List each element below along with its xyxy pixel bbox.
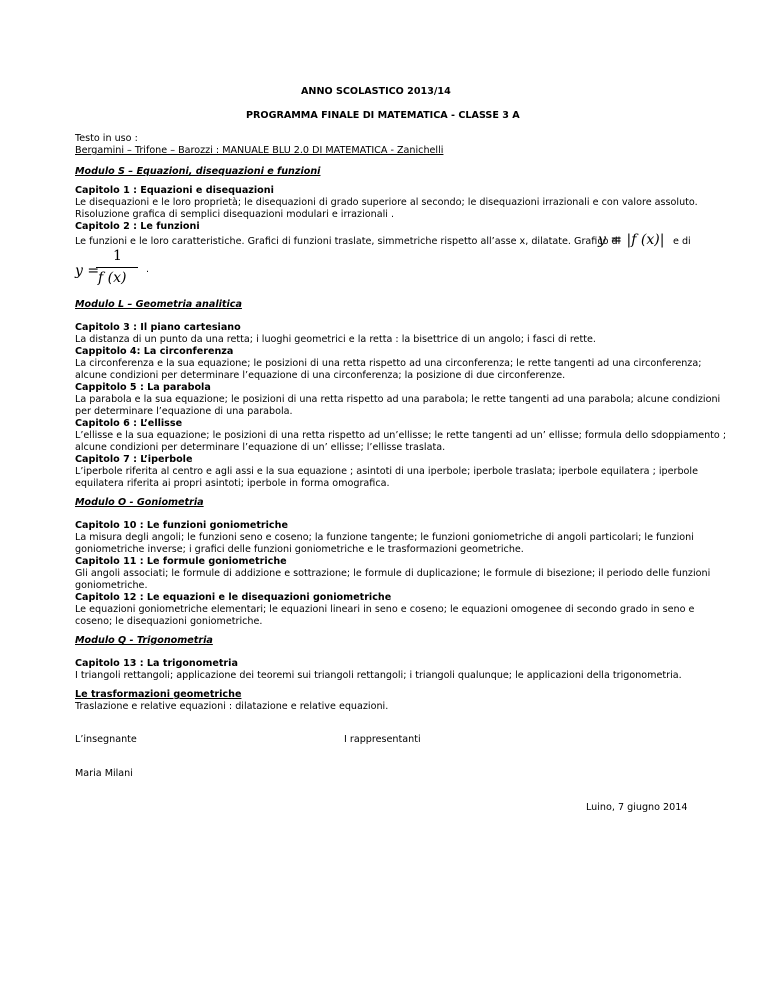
chapter-6-title: Capitolo 6 : L’ellisse [75, 418, 183, 429]
school-year-heading: ANNO SCOLASTICO 2013/14 [301, 86, 451, 97]
module-s-title: Modulo S – Equazioni, disequazioni e funzioni [75, 166, 321, 177]
module-o-title: Modulo O - Goniometria [75, 497, 204, 508]
teacher-label: L’insegnante [75, 734, 137, 745]
chapter-11-text-1: Gli angoli associati; le formule di addizione e sottrazione; le formule di duplicazione; le formule di bisezione; il periodo delle funzioni [75, 568, 711, 579]
chapter-5-title: Cappitolo 5 : La parabola [75, 382, 211, 393]
transformations-title: Le trasformazioni geometriche [75, 689, 242, 700]
chapter-13-text-1: I triangoli rettangoli; applicazione dei teoremi sui triangoli rettangoli; i triangoli qualunque; le applicazioni della trigonometria. [75, 670, 682, 681]
chapter-2-title: Capitolo 2 : Le funzioni [75, 221, 200, 232]
chapter-10-title: Capitolo 10 : Le funzioni goniometriche [75, 520, 288, 531]
chapter-7-text-2: equilatera riferita ai propri asintoti; iperbole in forma omografica. [75, 478, 390, 489]
chapter-1-text-2: Risoluzione grafica di semplici disequazioni modulari e irrazionali . [75, 209, 395, 220]
chapter-7-title: Capitolo 7 : L’iperbole [75, 454, 193, 465]
chapter-12-title: Capitolo 12 : Le equazioni e le disequazioni goniometriche [75, 592, 392, 603]
chapter-5-text-2: per determinare l’equazione di una parabola. [75, 406, 293, 417]
chapter-12-text-1: Le equazioni goniometriche elementari; le equazioni lineari in seno e coseno; le equazioni omogenee di secondo grado in seno e [75, 604, 695, 615]
program-heading: PROGRAMMA FINALE DI MATEMATICA - CLASSE 3 A [246, 110, 520, 121]
chapter-4-text-2: alcune condizioni per determinare l’equazione di una circonferenza; la posizione di due circonferenze. [75, 370, 566, 381]
textbook-label: Testo in uso : [75, 133, 138, 144]
chapter-4-text-1: La circonferenza e la sua equazione; le posizioni di una retta rispetto ad una circonferenza; le rette tangenti ad una circonferenza; [75, 358, 702, 369]
chapter-11-text-2: goniometriche. [75, 580, 148, 591]
chapter-3-title: Capitolo 3 : Il piano cartesiano [75, 322, 241, 333]
chapter-2-text-1: Le funzioni e le loro caratteristiche. Grafici di funzioni traslate, simmetriche rispetto all’asse x, dilatate. Grafico di [75, 236, 621, 247]
chapter-7-text-1: L’iperbole riferita al centro e agli assi e la sua equazione ; asintoti di una iperbole; iperbole traslata; iperbole equilatera ; iperbole [75, 466, 698, 477]
chapter-10-text-2: goniometriche inverse; i grafici delle funzioni goniometriche e le trasformazioni geometriche. [75, 544, 524, 555]
chapter-10-text-1: La misura degli angoli; le funzioni seno e coseno; la funzione tangente; le funzioni goniometriche di angoli particolari; le funzioni [75, 532, 694, 543]
formula-reciprocal-lhs: y = [75, 263, 100, 279]
chapter-1-text-1: Le disequazioni e le loro proprietà; le disequazioni di grado superiore al secondo; le disequazioni irrazionali e con valore assoluto. [75, 197, 698, 208]
module-q-title: Modulo Q - Trigonometria [75, 635, 213, 646]
teacher-name: Maria Milani [75, 768, 133, 779]
chapter-1-title: Capitolo 1 : Equazioni e disequazioni [75, 185, 274, 196]
chapter-6-text-1: L’ellisse e la sua equazione; le posizioni di una retta rispetto ad un’ellisse; le rette tangenti ad un’ ellisse; formula dello sdoppiamento ; [75, 430, 727, 441]
formula-period: . [146, 264, 150, 275]
module-l-title: Modulo L – Geometria analitica [75, 299, 242, 310]
formula-abs-f: y = |f (x)| [598, 232, 665, 248]
textbook-value: Bergamini – Trifone – Barozzi : MANUALE BLU 2.0 DI MATEMATICA - Zanichelli [75, 145, 444, 156]
place-date: Luino, 7 giugno 2014 [586, 802, 688, 813]
chapter-5-text-1: La parabola e la sua equazione; le posizioni di una retta rispetto ad una parabola; le rette tangenti ad una parabola; alcune condizioni [75, 394, 721, 405]
chapter-4-title: Cappitolo 4: La circonferenza [75, 346, 234, 357]
formula-reciprocal-den: f (x) [98, 270, 127, 286]
representatives-label: I rappresentanti [344, 734, 421, 745]
formula-reciprocal-num: 1 [113, 248, 122, 264]
chapter-6-text-2: alcune condizioni per determinare l’equazione di un’ ellisse; l’ellisse traslata. [75, 442, 446, 453]
chapter-2-text-end: e di [673, 236, 691, 247]
chapter-13-title: Capitolo 13 : La trigonometria [75, 658, 238, 669]
chapter-3-text-1: La distanza di un punto da una retta; i luoghi geometrici e la retta : la bisettrice di un angolo; i fasci di rette. [75, 334, 596, 345]
chapter-11-title: Capitolo 11 : Le formule goniometriche [75, 556, 287, 567]
fraction-bar [96, 267, 138, 268]
chapter-12-text-2: coseno; le disequazioni goniometriche. [75, 616, 263, 627]
transformations-text: Traslazione e relative equazioni : dilatazione e relative equazioni. [75, 701, 389, 712]
